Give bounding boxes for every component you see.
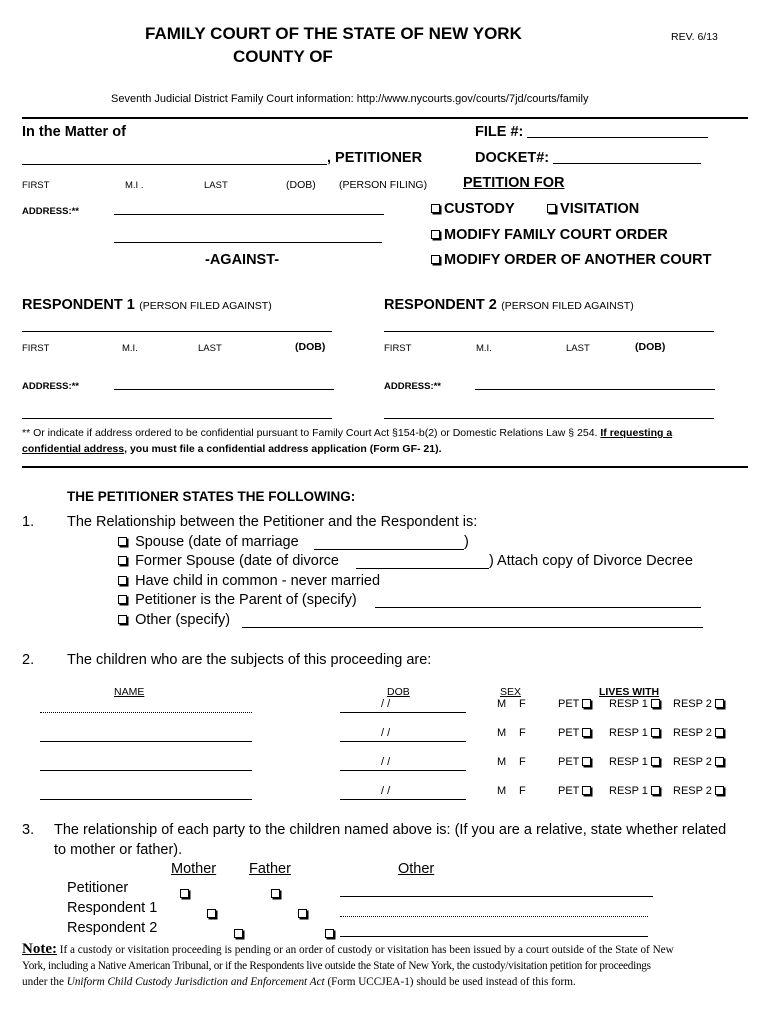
parent-label: Petitioner is the Parent of (specify) xyxy=(135,592,357,608)
file-number-field[interactable] xyxy=(527,137,708,138)
child-4-sex-f[interactable]: F xyxy=(519,785,526,797)
note-line1: If a custody or visitation proceeding is pending or an order of custody or visitation has been issued by a court outside of the State of New xyxy=(59,944,674,956)
child-4-lives-resp2[interactable] xyxy=(673,785,724,797)
custody-checkbox[interactable] xyxy=(431,204,440,213)
child-1-resp1-checkbox[interactable] xyxy=(651,699,660,708)
respondent2-row-label: Respondent 2 xyxy=(67,920,158,936)
respondent2-father-checkbox[interactable] xyxy=(325,929,334,938)
statements-heading: THE PETITIONER STATES THE FOLLOWING: xyxy=(67,489,356,504)
former-spouse-label: Former Spouse (date of divorce xyxy=(135,553,339,569)
child-1-lives-resp2[interactable] xyxy=(673,698,724,710)
file-label: FILE #: xyxy=(475,124,524,140)
parent-specify-field[interactable] xyxy=(375,607,701,608)
modify-other-label: MODIFY ORDER OF ANOTHER COURT xyxy=(444,252,712,268)
petitioner-label: , PETITIONER xyxy=(327,150,423,166)
respondent2-mother-checkbox[interactable] xyxy=(234,929,243,938)
respondent1-address-field-2[interactable] xyxy=(22,418,332,419)
child-2-pet-label: PET xyxy=(558,727,580,739)
county-title: COUNTY OF xyxy=(233,47,333,66)
child-2-lives-resp1[interactable] xyxy=(609,727,660,739)
respondent2-name-field[interactable] xyxy=(384,331,714,332)
other-header: Other xyxy=(398,861,435,877)
child-2-name-field[interactable] xyxy=(40,741,252,742)
child-4-pet-checkbox[interactable] xyxy=(582,786,591,795)
petitioner-address-field-1[interactable] xyxy=(114,214,384,215)
child-4-sex-m[interactable]: M xyxy=(497,785,507,797)
note-line3c: (Form UCCJEA-1) should be used instead of this form. xyxy=(324,976,576,988)
respondent2-heading xyxy=(384,296,634,314)
respondent1-title: RESPONDENT 1 xyxy=(22,297,135,313)
child-2-resp2-label: RESP 2 xyxy=(673,727,712,739)
respondent2-first-label: FIRST xyxy=(384,343,412,354)
child-4-lives-pet[interactable] xyxy=(558,785,591,797)
child-4-dob-slashes: / / xyxy=(381,785,391,797)
petitioner-other-field[interactable] xyxy=(340,896,653,897)
child-3-sex-m[interactable]: M xyxy=(497,756,507,768)
child-3-resp2-label: RESP 2 xyxy=(673,756,712,768)
child-3-sex-f[interactable]: F xyxy=(519,756,526,768)
respondent2-mi-label: M.I. xyxy=(476,343,492,354)
respondent1-father-checkbox[interactable] xyxy=(298,909,307,918)
child-4-resp1-label: RESP 1 xyxy=(609,785,648,797)
child-4-lives-resp1[interactable] xyxy=(609,785,660,797)
confidential-text: ** Or indicate if address ordered to be confidential pursuant to Family Court Act §154-b(2) or Domestic Relations Law § 254. xyxy=(22,427,598,439)
modify-other-option[interactable] xyxy=(431,252,711,268)
child-1-pet-label: PET xyxy=(558,698,580,710)
child-3-pet-checkbox[interactable] xyxy=(582,757,591,766)
former-spouse-checkbox[interactable] xyxy=(118,556,127,565)
top-rule xyxy=(22,117,748,119)
respondent2-other-field[interactable] xyxy=(340,936,648,937)
q1-spouse-option[interactable] xyxy=(118,534,299,550)
respondent1-name-field[interactable] xyxy=(22,331,332,332)
child-2-lives-resp2[interactable] xyxy=(673,727,724,739)
child-1-resp2-checkbox[interactable] xyxy=(715,699,724,708)
child-4-resp2-checkbox[interactable] xyxy=(715,786,724,795)
parent-checkbox[interactable] xyxy=(118,595,127,604)
child-2-resp2-checkbox[interactable] xyxy=(715,728,724,737)
child-3-resp2-checkbox[interactable] xyxy=(715,757,724,766)
respondent1-row-label: Respondent 1 xyxy=(67,900,158,916)
respondent2-last-label: LAST xyxy=(566,343,590,354)
child-1-sex-f[interactable]: F xyxy=(519,698,526,710)
confidential-address-note xyxy=(22,425,748,457)
petitioner-dob-label: (DOB) xyxy=(286,179,316,191)
confidential-requesting: If requesting a xyxy=(600,427,673,439)
petitioner-address-field-2[interactable] xyxy=(114,242,382,243)
respondent1-mi-label: M.I. xyxy=(122,343,138,354)
child-3-dob-field[interactable] xyxy=(340,770,466,771)
petitioner-address-label: ADDRESS:** xyxy=(22,206,80,217)
respondent1-last-label: LAST xyxy=(198,343,222,354)
spouse-close-paren: ) xyxy=(464,534,469,550)
in-matter-of: In the Matter of xyxy=(22,124,126,140)
petitioner-mother-checkbox[interactable] xyxy=(180,889,189,898)
respondent2-address-field-2[interactable] xyxy=(384,418,714,419)
q2-number: 2. xyxy=(22,652,35,668)
child-4-resp2-label: RESP 2 xyxy=(673,785,712,797)
marriage-date-field[interactable] xyxy=(314,549,464,550)
petition-for-heading: PETITION FOR xyxy=(463,175,565,191)
child-name-header: NAME xyxy=(114,686,145,698)
against-label: -AGAINST- xyxy=(205,252,280,268)
mother-header: Mother xyxy=(171,861,217,877)
father-header: Father xyxy=(249,861,291,877)
child-2-resp1-label: RESP 1 xyxy=(609,727,648,739)
respondent2-address-label: ADDRESS:** xyxy=(384,381,442,392)
child-4-pet-label: PET xyxy=(558,785,580,797)
respondent2-address-field-1[interactable] xyxy=(475,389,715,390)
other-relationship-checkbox[interactable] xyxy=(118,615,127,624)
child-2-dob-slashes: / / xyxy=(381,727,391,739)
confidential-form-reference: , you must file a confidential address application (Form GF- 21). xyxy=(124,443,442,455)
respondent1-subtitle: (PERSON FILED AGAINST) xyxy=(139,300,272,312)
child-2-resp1-checkbox[interactable] xyxy=(651,728,660,737)
child-3-pet-label: PET xyxy=(558,756,580,768)
spouse-checkbox[interactable] xyxy=(118,537,127,546)
respondent2-title: RESPONDENT 2 xyxy=(384,297,497,313)
q1-other-option[interactable] xyxy=(118,612,230,628)
petitioner-father-checkbox[interactable] xyxy=(271,889,280,898)
child-2-dob-field[interactable] xyxy=(340,741,466,742)
q1-text: The Relationship between the Petitioner and the Respondent is: xyxy=(67,514,478,530)
child-1-dob-field[interactable] xyxy=(340,712,466,713)
q3-text-line1: The relationship of each party to the children named above is: (If you are a relative, state whether related xyxy=(54,822,727,838)
child-1-lives-resp1[interactable] xyxy=(609,698,660,710)
child-3-name-field[interactable] xyxy=(40,770,252,771)
respondent2-dob-label: (DOB) xyxy=(635,341,666,353)
q3-text-line2: to mother or father). xyxy=(54,842,183,858)
other-specify-field[interactable] xyxy=(242,627,703,628)
visitation-option[interactable] xyxy=(547,201,639,217)
other-relationship-label: Other (specify) xyxy=(135,612,231,628)
district-info: Seventh Judicial District Family Court information: http://www.nycourts.gov/courts/7jd/courts/family xyxy=(111,93,589,105)
child-1-dob-slashes: / / xyxy=(381,698,391,710)
q1-number: 1. xyxy=(22,514,35,530)
note-act-name: Uniform Child Custody Jurisdiction and Enforcement Act xyxy=(66,976,325,988)
child-1-resp1-label: RESP 1 xyxy=(609,698,648,710)
child-1-lives-pet[interactable] xyxy=(558,698,591,710)
child-1-resp2-label: RESP 2 xyxy=(673,698,712,710)
section-rule xyxy=(22,466,748,468)
child-common-checkbox[interactable] xyxy=(118,576,127,585)
q2-text: The children who are the subjects of this proceeding are: xyxy=(67,652,432,668)
q1-child-option[interactable] xyxy=(118,573,380,589)
note-label: Note: xyxy=(22,941,57,957)
child-2-lives-pet[interactable] xyxy=(558,727,591,739)
child-lives-with-header: LIVES WITH xyxy=(599,686,660,698)
child-2-pet-checkbox[interactable] xyxy=(582,728,591,737)
child-3-lives-resp1[interactable] xyxy=(609,756,660,768)
petitioner-first-label: FIRST xyxy=(22,180,50,191)
divorce-date-field[interactable] xyxy=(356,568,489,569)
respondent1-address-label: ADDRESS:** xyxy=(22,381,80,392)
child-3-resp1-checkbox[interactable] xyxy=(651,757,660,766)
modify-fc-label: MODIFY FAMILY COURT ORDER xyxy=(444,227,668,243)
docket-label: DOCKET#: xyxy=(475,150,550,166)
respondent1-first-label: FIRST xyxy=(22,343,50,354)
respondent1-mother-checkbox[interactable] xyxy=(207,909,216,918)
child-2-sex-f[interactable]: F xyxy=(519,727,526,739)
modify-fc-checkbox[interactable] xyxy=(431,230,440,239)
divorce-decree-note: ) Attach copy of Divorce Decree xyxy=(489,553,693,569)
modify-other-checkbox[interactable] xyxy=(431,255,440,264)
modify-fc-option[interactable] xyxy=(431,227,668,243)
respondent2-subtitle: (PERSON FILED AGAINST) xyxy=(501,300,634,312)
respondent1-address-field-1[interactable] xyxy=(114,389,334,390)
respondent1-dob-label: (DOB) xyxy=(295,341,326,353)
note-line2: York, including a Native American Tribunal, or if the Respondents live outside the State of New York, the custody/visitation petition for proceedings xyxy=(22,960,651,972)
child-4-resp1-checkbox[interactable] xyxy=(651,786,660,795)
visitation-checkbox[interactable] xyxy=(547,204,556,213)
child-1-sex-m[interactable]: M xyxy=(497,698,507,710)
child-3-lives-resp2[interactable] xyxy=(673,756,724,768)
child-dob-header: DOB xyxy=(387,686,410,698)
petitioner-row-label: Petitioner xyxy=(67,880,129,896)
child-4-dob-field[interactable] xyxy=(340,799,466,800)
respondent1-other-field[interactable] xyxy=(340,916,648,917)
docket-number-field[interactable] xyxy=(553,163,701,164)
person-filing-label: (PERSON FILING) xyxy=(339,179,428,191)
child-3-dob-slashes: / / xyxy=(381,756,391,768)
note-line3a: under the xyxy=(22,976,67,988)
child-common-label: Have child in common - never married xyxy=(135,573,381,589)
child-2-sex-m[interactable]: M xyxy=(497,727,507,739)
visitation-label: VISITATION xyxy=(560,201,640,217)
q3-number: 3. xyxy=(22,822,35,838)
child-1-name-field[interactable] xyxy=(40,712,252,713)
child-4-name-field[interactable] xyxy=(40,799,252,800)
petitioner-mi-label: M.I . xyxy=(125,180,144,191)
petitioner-last-label: LAST xyxy=(204,180,228,191)
child-1-pet-checkbox[interactable] xyxy=(582,699,591,708)
child-3-lives-pet[interactable] xyxy=(558,756,591,768)
court-title: FAMILY COURT OF THE STATE OF NEW YORK xyxy=(145,24,522,43)
respondent1-heading xyxy=(22,296,272,314)
confidential-address-term: confidential address xyxy=(22,443,125,455)
custody-label: CUSTODY xyxy=(444,201,515,217)
spouse-label: Spouse (date of marriage xyxy=(135,534,299,550)
q1-former-option[interactable] xyxy=(118,553,339,569)
child-3-resp1-label: RESP 1 xyxy=(609,756,648,768)
revision-label: REV. 6/13 xyxy=(671,31,718,43)
petitioner-name-field[interactable] xyxy=(22,164,327,165)
uccjea-note xyxy=(22,941,750,990)
child-sex-header: SEX xyxy=(500,686,522,698)
custody-option[interactable] xyxy=(431,201,515,217)
q1-parent-option[interactable] xyxy=(118,592,357,608)
